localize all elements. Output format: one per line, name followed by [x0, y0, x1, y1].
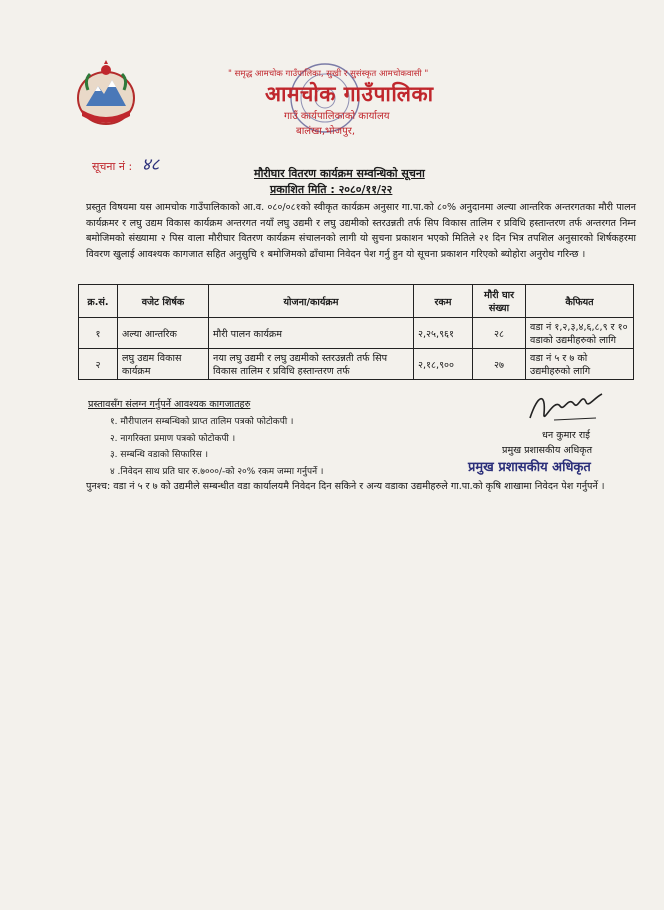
documents-list [110, 414, 323, 480]
nepal-emblem-icon [74, 60, 138, 130]
table-row [79, 318, 634, 349]
cell-hive-count: २७ [473, 349, 526, 380]
table-header-row [79, 285, 634, 318]
col-serial: क्र.सं. [79, 285, 118, 318]
cell-remarks: वडा नं १,२,३,४,६,८,९ र १० वडाको उद्यमीहरुको लागि [526, 318, 634, 349]
cell-program: मौरी पालन कार्यक्रम [209, 318, 414, 349]
office-name: आमचोक गाउँपालिका [265, 82, 434, 106]
signature-mark [524, 384, 608, 430]
cell-serial: १ [79, 318, 118, 349]
office-address: बालंखा,भोजपुर, [296, 126, 356, 137]
notice-subject: मौरीघार वितरण कार्यक्रम सम्वन्धिको सूचना [254, 167, 425, 180]
cell-remarks: वडा नं ५ र ७ को उद्यमीहरुको लागि [526, 349, 634, 380]
signer-name: धन कुमार राई [542, 430, 590, 441]
notice-body: प्रस्तुत विषयमा यस आमचोक गाउँपालिकाको आ.व. ०८०/०८१को स्वीकृत कार्यक्रम अनुसार गा.पा.को ८०% अनुदानमा अल्या आन्तरिक अन्तरगतका मौरी पालन कार्यक्रमर र लघु उद्यम विकास कार्यक्रम अन्तरगत नयाँ लघु उद्यमी र लघु उद्यमीको स्तरउन्नती तर्फ सिप विकास तालिम र प्रविधि हस्तान्तरण तर्फ अन्तरगत निम्न बमोजिमको संख्यामा २ पिस वाला मौरीघार वितरण कार्यक्रम संचालनको लागी यो सुचना प्रकाशन भएको मितिले २१ दिन भित्र तपशिल अनुसारको शिर्षकहरमा विवरण खुलाई आवश्यक कागजात सहित अनुसुचि १ बमोजिमको ढाँचामा निवेदन पेश गर्नु हुन यो सूचना प्रकाशन गरिएको ब्योहोरा अनुरोध गरिन्छ । [86, 202, 636, 260]
official-stamp: प्रमुख प्रशासकीय अधिकृत [468, 460, 591, 475]
cell-budget-head: लघु उद्यम विकास कार्यक्रम [118, 349, 209, 380]
list-item: १. मौरीपालन सम्बन्धिको प्राप्त तालिम पत्रको फोटोकपी । [110, 417, 294, 427]
published-date: प्रकाशित मिति : २०८०/११/२२ [270, 183, 393, 196]
postscript: पुनश्च: वडा नं ५ र ७ को उद्यमीले सम्बन्धीत वडा कार्यालयमै निवेदन दिन सकिने र अन्य वडाका उद्यमीहरुले गा.पा.को कृषि शाखामा निवेदन पेश गर्नुपर्ने । [86, 481, 605, 492]
distribution-table [78, 284, 634, 380]
office-subtitle: गाउँ कार्यपालिकाको कार्यालय [284, 111, 390, 122]
cell-program: नया लघु उद्यमी र लघु उद्यमीको स्तरउन्नती तर्फ सिप विकास तालिम र प्रविधि हस्तान्तरण तर्फ [209, 349, 414, 380]
cell-amount: २,२५,९६१ [414, 318, 473, 349]
list-item: ४ .निवेदन साथ प्रति घार रु.७०००/-को २०% रकम जम्मा गर्नुपर्ने । [110, 466, 324, 477]
col-budget-head: वजेट शिर्षक [118, 285, 209, 318]
letterhead-slogan: " समृद्ध आमचोक गाउँपालिका, सुखी र सुसंस्कृत आमचोकवासी " [228, 69, 429, 79]
col-remarks: कैफियत [526, 285, 634, 318]
notice-number [92, 152, 159, 175]
col-program: योजना/कार्यक्रम [209, 285, 414, 318]
signer-title: प्रमुख प्रशासकीय अधिकृत [502, 445, 593, 456]
list-item: ३. सम्बन्धि वडाको सिफारिस । [110, 450, 209, 460]
documents-title: प्रस्तावसँग संलग्न गर्नुपर्ने आवश्यक कागजातहरु [88, 399, 251, 410]
notice-number-label: सूचना नं : [92, 160, 133, 173]
cell-amount: २,१८,९०० [414, 349, 473, 380]
table-row [79, 349, 634, 380]
cell-serial: २ [79, 349, 118, 380]
list-item: २. नागरिक्ता प्रमाण पत्रको फोटोकपी । [110, 433, 236, 444]
notice-number-value: ४८ [141, 155, 160, 175]
col-hive-count: मौरी घार संख्या [473, 285, 526, 318]
cell-budget-head: अल्या आन्तरिक [118, 318, 209, 349]
cell-hive-count: २८ [473, 318, 526, 349]
col-amount: रकम [414, 285, 473, 318]
